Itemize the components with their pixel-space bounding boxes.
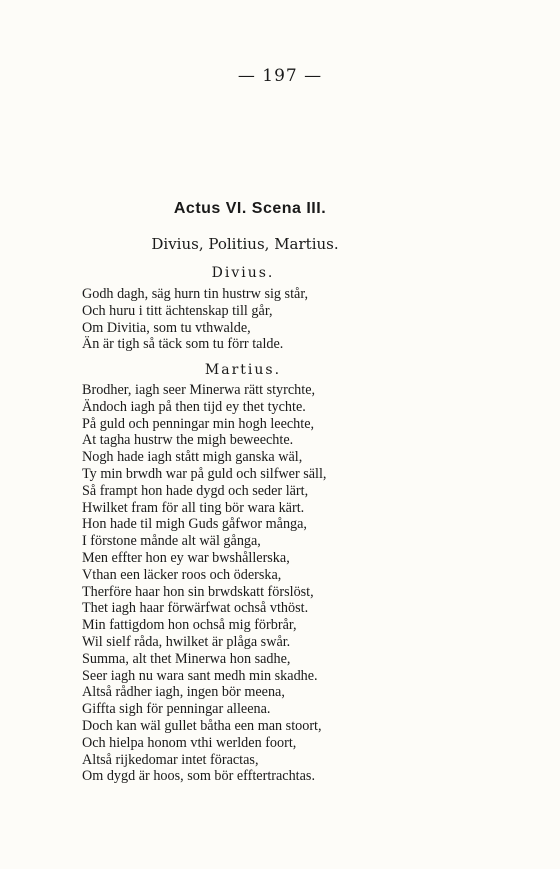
verse-line: Nogh hade iagh stått migh ganska wäl, bbox=[82, 449, 303, 466]
verse-line: Så frampt hon hade dygd och seder lärt, bbox=[82, 482, 309, 499]
speaker-name: Divius. bbox=[211, 265, 275, 281]
verse-line: Thet iagh haar förwärfwat ochså vthöst. bbox=[82, 600, 309, 617]
verse-line: Och huru i titt ächtenskap till går, bbox=[82, 302, 273, 319]
verse-line: Seer iagh nu wara sant medh min skadhe. bbox=[82, 667, 318, 684]
verse-line: Summa, alt thet Minerwa hon sadhe, bbox=[82, 650, 291, 667]
verse-line: Hon hade til migh Guds gåfwor många, bbox=[82, 516, 307, 533]
page-number: — 197 — bbox=[237, 66, 323, 86]
verse-line: Altså rijkedomar intet föractas, bbox=[82, 751, 259, 768]
verse-block bbox=[82, 382, 402, 785]
verse-line: Hwilket fram för all ting bör wara kärt. bbox=[82, 499, 305, 516]
verse-line: Ändoch iagh på then tijd ey thet tychte. bbox=[82, 398, 306, 415]
verse-line: Vthan een läcker roos och öderska, bbox=[82, 566, 282, 583]
verse-line: I förstone månde alt wäl gånga, bbox=[82, 533, 261, 550]
verse-line: Om dygd är hoos, som bör efftertrachtas. bbox=[82, 768, 315, 785]
verse-line: Giffta sigh för penningar alleena. bbox=[82, 701, 271, 718]
verse-line: Wil sielf råda, hwilket är plåga swår. bbox=[82, 633, 291, 650]
verse-line: Altså rådher iagh, ingen bör meena, bbox=[82, 684, 285, 701]
verse-line: Doch kan wäl gullet båtha een man stoort, bbox=[82, 717, 322, 734]
verse-line: Brodher, iagh seer Minerwa rätt styrchte, bbox=[82, 382, 316, 398]
verse-line: Godh dagh, säg hurn tin hustrw sig står, bbox=[82, 286, 309, 302]
act-scene-heading: Actus VI. Scena III. bbox=[173, 200, 327, 217]
verse-block bbox=[82, 286, 402, 353]
verse-line: Om Divitia, som tu vthwalde, bbox=[82, 319, 251, 336]
verse-line: Therföre haar hon sin brwdskatt förslöst, bbox=[82, 583, 314, 600]
speaker-name: Martius. bbox=[204, 362, 282, 378]
verse-line: Ty min brwdh war på guld och silfwer säll, bbox=[82, 465, 327, 482]
verse-line: Min fattigdom hon ochså mig förbrår, bbox=[82, 617, 297, 634]
verse-line: På guld och penningar min hogh leechte, bbox=[82, 415, 315, 432]
cast-list: Divius, Politius, Martius. bbox=[151, 235, 339, 253]
verse-line: Och hielpa honom vthi werlden foort, bbox=[82, 734, 297, 751]
verse-line: At tagha hustrw the migh beweechte. bbox=[82, 432, 294, 449]
verse-line: Än är tigh så täck som tu förr talde. bbox=[82, 336, 284, 353]
verse-line: Men effter hon ey war bwshållerska, bbox=[82, 549, 290, 566]
